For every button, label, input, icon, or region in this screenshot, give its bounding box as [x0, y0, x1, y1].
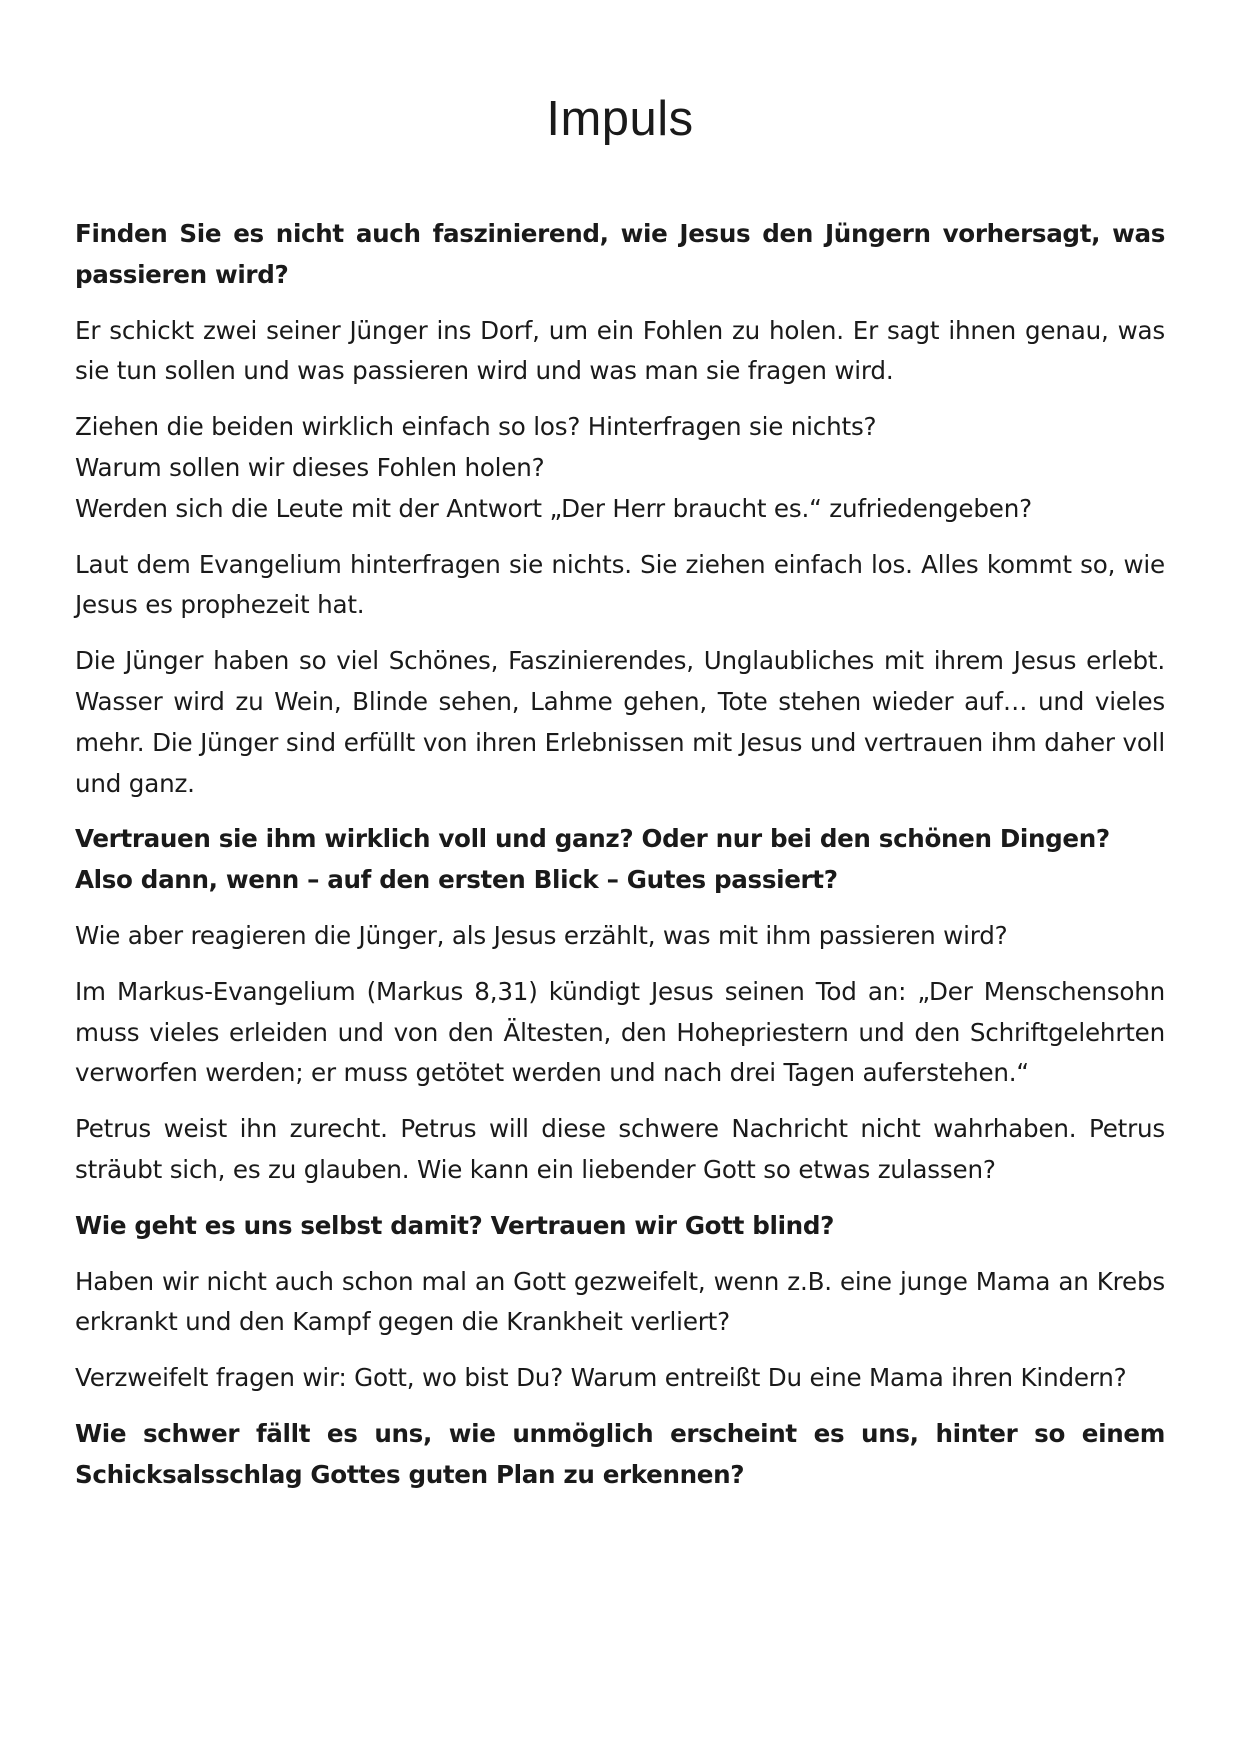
paragraph-5: Die Jünger haben so viel Schönes, Faszinierendes, Unglaubliches mit ihrem Jesus erlebt. Wasser wird zu Wein, Blinde sehen, Lahme gehen, Tote stehen wieder auf… und vieles mehr. Die Jünger sind erfüllt von ihren Erlebnissen mit Jesus und vertrauen ihm daher voll und ganz.	[75, 646, 1165, 798]
paragraph-10: Wie geht es uns selbst damit? Vertrauen wir Gott blind?	[75, 1210, 834, 1240]
document-body	[75, 214, 1165, 1496]
page-title: Impuls	[546, 92, 694, 146]
document-page	[75, 0, 1165, 1511]
paragraph-3-line-1: Ziehen die beiden wirklich einfach so los? Hinterfragen sie nichts?	[75, 412, 877, 442]
paragraph-6-line-2: Also dann, wenn – auf den ersten Blick – Gutes passiert?	[75, 865, 838, 895]
paragraph-7: Wie aber reagieren die Jünger, als Jesus erzählt, was mit ihm passieren wird?	[75, 920, 1008, 950]
paragraph-3	[75, 407, 1165, 529]
paragraph-12: Verzweifelt fragen wir: Gott, wo bist Du? Warum entreißt Du eine Mama ihren Kindern?	[75, 1363, 1127, 1393]
paragraph-2: Er schickt zwei seiner Jünger ins Dorf, um ein Fohlen zu holen. Er sagt ihnen genau, was sie tun sollen und was passieren wird und was man sie fragen wird.	[75, 315, 1165, 386]
paragraph-13: Wie schwer fällt es uns, wie unmöglich erscheint es uns, hinter so einem Schicksalsschlag Gottes guten Plan zu erkennen?	[75, 1418, 1165, 1489]
paragraph-8: Im Markus-Evangelium (Markus 8,31) kündigt Jesus seinen Tod an: „Der Menschensohn muss vieles erleiden und von den Ältesten, den Hohepriestern und den Schriftgelehrten verworfen werden; er muss getötet werden und nach drei Tagen auferstehen.“	[75, 976, 1165, 1088]
paragraph-3-line-2: Warum sollen wir dieses Fohlen holen?	[75, 452, 545, 482]
paragraph-6	[75, 819, 1165, 901]
paragraph-4: Laut dem Evangelium hinterfragen sie nichts. Sie ziehen einfach los. Alles kommt so, wie Jesus es prophezeit hat.	[75, 549, 1165, 620]
paragraph-3-line-3: Werden sich die Leute mit der Antwort „Der Herr braucht es.“ zufriedengeben?	[75, 493, 1032, 523]
paragraph-11: Haben wir nicht auch schon mal an Gott gezweifelt, wenn z.B. eine junge Mama an Krebs erkrankt und den Kampf gegen die Krankheit verliert?	[75, 1266, 1165, 1337]
paragraph-6-line-1: Vertrauen sie ihm wirklich voll und ganz? Oder nur bei den schönen Dingen?	[75, 824, 1110, 854]
paragraph-9: Petrus weist ihn zurecht. Petrus will diese schwere Nachricht nicht wahrhaben. Petrus sträubt sich, es zu glauben. Wie kann ein liebender Gott so etwas zulassen?	[75, 1114, 1165, 1184]
paragraph-1: Finden Sie es nicht auch faszinierend, wie Jesus den Jüngern vorhersagt, was passieren wird?	[75, 219, 1165, 289]
